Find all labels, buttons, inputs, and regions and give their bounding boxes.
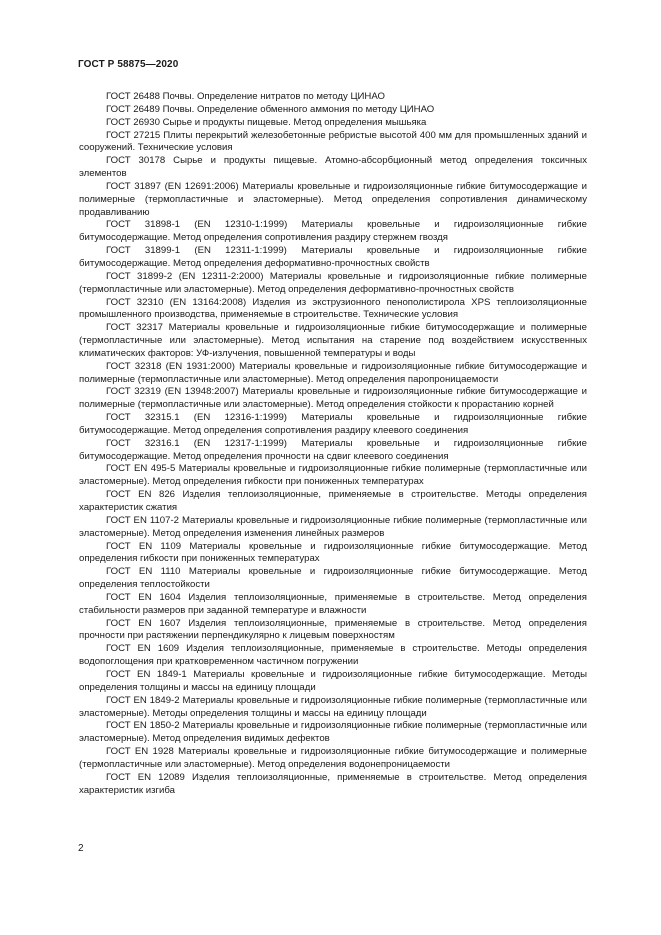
reference-item: ГОСТ EN 1928 Материалы кровельные и гидроизоляционные гибкие битумосодержащие и полимерные (термопластичные или эластомерные). Метод определения водонепроницаемости xyxy=(79,746,587,770)
reference-item: ГОСТ EN 1107-2 Материалы кровельные и гидроизоляционные гибкие полимерные (термопластичные или эластомерные). Метод определения изменения линейных размеров xyxy=(79,514,587,539)
reference-item: ГОСТ 32310 (EN 13164:2008) Изделия из экструзионного пенополистирола XPS теплоизоляционные промышленного производства, применяемые в строительстве. Технические условия xyxy=(79,296,587,321)
reference-item: ГОСТ 31897 (EN 12691:2006) Материалы кровельные и гидроизоляционные гибкие битумосодержащие и полимерные (термопластичные и эластомерные). Метод определения сопротивления динамическому продавливанию xyxy=(79,180,587,218)
reference-item: ГОСТ 32319 (EN 13948:2007) Материалы кровельные и гидроизоляционные гибкие битумосодержащие и полимерные (термопластичные или эластомерные). Метод определения стойкости к прорастанию корней xyxy=(79,386,587,411)
reference-item: ГОСТ EN 1849-1 Материалы кровельные и гидроизоляционные гибкие битумосодержащие. Методы определения толщины и массы на единицу площади xyxy=(79,668,587,693)
reference-item: ГОСТ 26930 Сырье и продукты пищевые. Метод определения мышьяка xyxy=(106,116,427,128)
reference-item: ГОСТ EN 1849-2 Материалы кровельные и гидроизоляционные гибкие полимерные (термопластичные или эластомерные). Методы определения толщины и массы на единицу площади xyxy=(79,694,587,719)
reference-item: ГОСТ 31898-1 (EN 12310-1:1999) Материалы кровельные и гидроизоляционные гибкие битумосодержащие. Метод определения сопротивления раздиру стержнем гвоздя xyxy=(79,219,587,244)
reference-item: ГОСТ 32316.1 (EN 12317-1:1999) Материалы кровельные и гидроизоляционные гибкие битумосодержащие. Метод определения прочности на сдвиг клеевого соединения xyxy=(79,437,587,462)
reference-item: ГОСТ 32315.1 (EN 12316-1:1999) Материалы кровельные и гидроизоляционные гибкие битумосодержащие. Метод определения сопротивления раздиру клеевого соединения xyxy=(79,412,587,436)
reference-item: ГОСТ EN 1609 Изделия теплоизоляционные, применяемые в строительстве. Методы определения водопоглощения при кратковременном частичном погружении xyxy=(79,643,587,668)
reference-item: ГОСТ 32317 Материалы кровельные и гидроизоляционные гибкие битумосодержащие и полимерные (термопластичные или эластомерные). Метод испытания на старение под воздействием искусственных климатических факторов: УФ-излучения, повышенной температуры и воды xyxy=(79,322,587,359)
reference-item: ГОСТ 31899-1 (EN 12311-1:1999) Материалы кровельные и гидроизоляционные гибкие битумосодержащие. Метод определения деформативно-прочностных свойств xyxy=(79,245,587,269)
reference-item: ГОСТ 32318 (EN 1931:2000) Материалы кровельные и гидроизоляционные гибкие битумосодержащие и полимерные (термопластичные или эластомерные). Метод определения паропроницаемости xyxy=(79,360,587,385)
reference-item: ГОСТ EN 1850-2 Материалы кровельные и гидроизоляционные гибкие полимерные (термопластичные или эластомерные). Метод определения видимых дефектов xyxy=(79,720,587,745)
reference-item: ГОСТ 26488 Почвы. Определение нитратов по методу ЦИНАО xyxy=(106,91,386,102)
reference-item: ГОСТ EN 1109 Материалы кровельные и гидроизоляционные гибкие битумосодержащие. Метод определения гибкости при пониженных температурах xyxy=(79,540,587,565)
document-header: ГОСТ Р 58875—2020 xyxy=(78,59,179,70)
reference-item: ГОСТ 26489 Почвы. Определение обменного аммония по методу ЦИНАО xyxy=(106,103,435,115)
reference-item: ГОСТ EN 1604 Изделия теплоизоляционные, применяемые в строительстве. Метод определения стабильности размеров при заданной температуре и влажности xyxy=(79,591,587,616)
reference-item: ГОСТ 27215 Плиты перекрытий железобетонные ребристые высотой 400 мм для промышленных зданий и сооружений. Технические условия xyxy=(79,129,587,154)
normative-references-list xyxy=(79,91,587,797)
reference-item: ГОСТ EN 1110 Материалы кровельные и гидроизоляционные гибкие битумосодержащие. Метод определения теплостойкости xyxy=(79,566,587,591)
reference-item: ГОСТ 30178 Сырье и продукты пищевые. Атомно-абсорбционный метод определения токсичных элементов xyxy=(79,155,587,180)
reference-item: ГОСТ EN 826 Изделия теплоизоляционные, применяемые в строительстве. Методы определения характеристик сжатия xyxy=(79,489,587,513)
reference-item: ГОСТ EN 495-5 Материалы кровельные и гидроизоляционные гибкие полимерные (термопластичные или эластомерные). Метод определения гибкости при пониженных температурах xyxy=(79,463,587,488)
reference-item: ГОСТ EN 1607 Изделия теплоизоляционные, применяемые в строительстве. Метод определения прочности при растяжении перпендикулярно к лицевым поверхностям xyxy=(79,617,587,642)
reference-item: ГОСТ EN 12089 Изделия теплоизоляционные, применяемые в строительстве. Метод определения характеристик изгиба xyxy=(79,771,587,796)
page-number: 2 xyxy=(78,843,84,854)
reference-item: ГОСТ 31899-2 (EN 12311-2:2000) Материалы кровельные и гидроизоляционные гибкие полимерные (термопластичные или эластомерные). Метод определения деформативно-прочностных свойств xyxy=(79,270,587,295)
